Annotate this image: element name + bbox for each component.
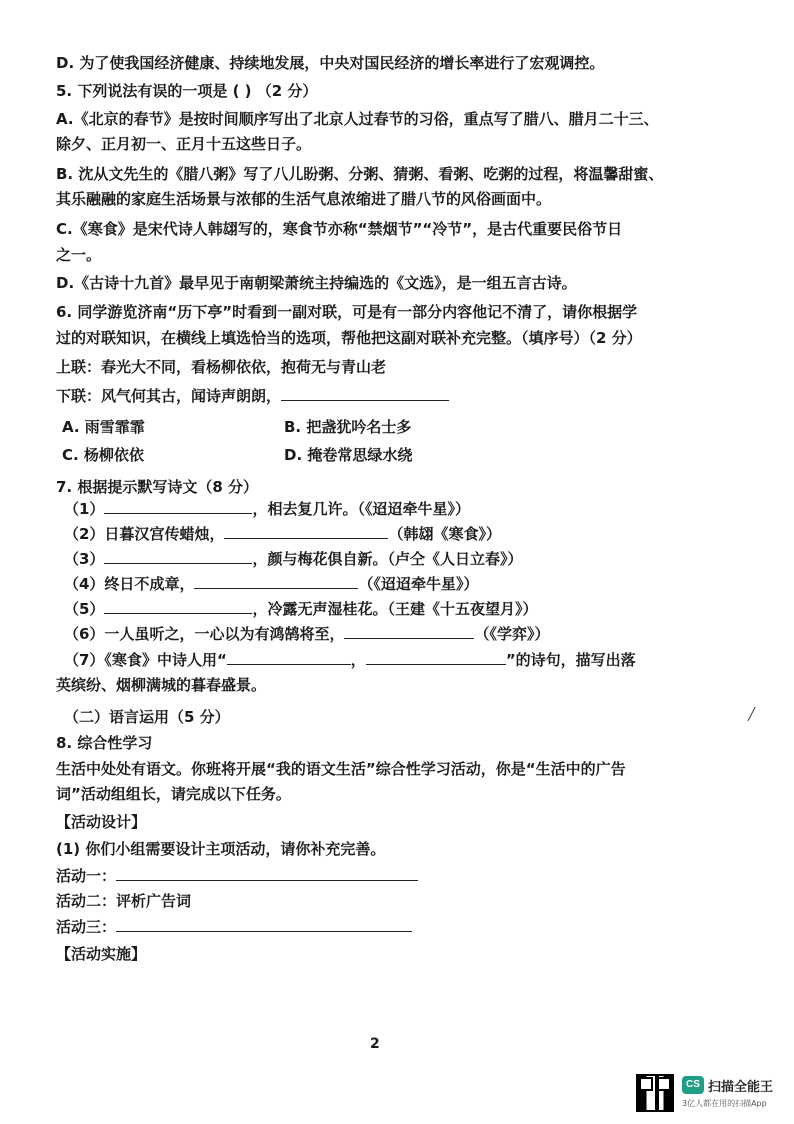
activity-1-blank[interactable] bbox=[116, 866, 418, 881]
q6-option-d: D. 掩卷常思绿水绕 bbox=[284, 446, 413, 464]
activity-1 bbox=[56, 865, 756, 887]
q7-7-blank-2[interactable] bbox=[366, 650, 506, 665]
activity-implementation-heading: 【活动实施】 bbox=[56, 945, 147, 963]
q7-2-blank[interactable] bbox=[224, 524, 388, 539]
question-6-line1: 6. 同学游览济南“历下亭”时看到一副对联，可是有一部分内容他记不清了，请你根据学 bbox=[56, 303, 638, 321]
section-2-heading: （二）语言运用（5 分） bbox=[64, 708, 230, 726]
q7-4-text: （4）终日不成章， bbox=[64, 575, 195, 593]
q7-item-5 bbox=[64, 598, 764, 620]
q7-7-comma: ， bbox=[350, 651, 366, 669]
activity-3-label: 活动三： bbox=[56, 918, 117, 936]
couplet-answer-blank[interactable] bbox=[281, 386, 449, 401]
activity-design-heading: 【活动设计】 bbox=[56, 813, 147, 831]
q7-item-1 bbox=[64, 498, 764, 520]
q6-option-c: C. 杨柳依依 bbox=[62, 446, 144, 464]
camscanner-tagline: 3亿人都在用的扫描App bbox=[682, 1099, 767, 1108]
task-1: (1) 你们小组需要设计主项活动，请你补充完善。 bbox=[56, 840, 386, 858]
page-number: 2 bbox=[370, 1036, 380, 1052]
q7-1-text: ，相去复几许。（《迢迢牵牛星》） bbox=[252, 500, 470, 518]
q8-intro-line1: 生活中处处有语文。你班将开展“我的语文生活”综合性学习活动，你是“生活中的广告 bbox=[56, 760, 626, 778]
q7-1-number: （1） bbox=[64, 500, 105, 518]
activity-1-label: 活动一： bbox=[56, 867, 117, 885]
q5-option-a-line1: A.《北京的春节》是按时间顺序写出了北京人过春节的习俗，重点写了腊八、腊月二十三、 bbox=[56, 110, 659, 128]
couplet-lower-text: 下联：风气何其古，闻诗声朗朗， bbox=[56, 387, 282, 405]
q6-option-a: A. 雨雪霏霏 bbox=[62, 418, 145, 436]
couplet-upper: 上联：春光大不同，看杨柳依依，抱荷无与青山老 bbox=[56, 358, 387, 376]
q7-item-3 bbox=[64, 548, 764, 570]
scan-speck: ╱ bbox=[748, 707, 756, 721]
q7-item-2 bbox=[64, 523, 764, 545]
q7-2-source: （韩翃《寒食》） bbox=[388, 525, 501, 543]
q6-option-b: B. 把盏犹吟名士多 bbox=[284, 418, 412, 436]
camscanner-logo-icon: CS bbox=[682, 1076, 704, 1094]
q7-6-text: （6）一人虽听之，一心以为有鸿鹄将至， bbox=[64, 625, 345, 643]
q7-4-source: （《迢迢牵牛星》） bbox=[358, 575, 479, 593]
q7-5-number: （5） bbox=[64, 600, 105, 618]
question-6-line2: 过的对联知识，在横线上填选恰当的选项，帮他把这副对联补充完整。（填序号）（2 分） bbox=[56, 329, 642, 347]
q7-item-7 bbox=[64, 649, 764, 671]
q8-intro-line2: 词”活动组组长，请完成以下任务。 bbox=[56, 785, 291, 803]
qr-code-icon bbox=[636, 1074, 674, 1112]
camscanner-name: 扫描全能王 bbox=[708, 1080, 774, 1095]
q5-option-b-line2: 其乐融融的家庭生活场景与浓郁的生活气息浓缩进了腊八节的风俗画面中。 bbox=[56, 190, 552, 208]
q7-2-text: （2）日暮汉宫传蜡烛， bbox=[64, 525, 225, 543]
q5-option-a-line2: 除夕、正月初一、正月十五这些日子。 bbox=[56, 135, 312, 153]
activity-2: 活动二：评析广告词 bbox=[56, 892, 192, 910]
question-5: 5. 下列说法有误的一项是 ( ) （2 分） bbox=[56, 82, 318, 100]
q5-option-b-line1: B. 沈从文先生的《腊八粥》写了八儿盼粥、分粥、猜粥、看粥、吃粥的过程，将温馨甜蜜、 bbox=[56, 165, 664, 183]
q7-item-4 bbox=[64, 573, 764, 595]
q7-7-text: （7）《寒食》中诗人用“ bbox=[64, 651, 227, 669]
question-7: 7. 根据提示默写诗文（8 分） bbox=[56, 478, 259, 496]
q7-3-text: ，颜与梅花俱自新。（卢仝《人日立春》） bbox=[252, 550, 523, 568]
q7-5-text: ，冷露无声湿桂花。（王建《十五夜望月》） bbox=[252, 600, 538, 618]
q7-7-blank-1[interactable] bbox=[227, 650, 351, 665]
q7-5-blank[interactable] bbox=[104, 599, 252, 614]
q7-1-blank[interactable] bbox=[104, 499, 252, 514]
question-8: 8. 综合性学习 bbox=[56, 734, 153, 752]
activity-3 bbox=[56, 916, 756, 938]
q7-4-blank[interactable] bbox=[194, 574, 358, 589]
q7-item-6 bbox=[64, 623, 764, 645]
q7-7-text-end: ”的诗句，描写出落 bbox=[505, 651, 636, 669]
option-d-q4: D. 为了使我国经济健康、持续地发展，中央对国民经济的增长率进行了宏观调控。 bbox=[56, 54, 605, 72]
q7-6-blank[interactable] bbox=[344, 624, 474, 639]
q5-option-c-line2: 之一。 bbox=[56, 246, 102, 264]
q7-3-blank[interactable] bbox=[104, 549, 252, 564]
activity-3-blank[interactable] bbox=[116, 917, 412, 932]
couplet-lower bbox=[56, 385, 756, 407]
q5-option-d: D.《古诗十九首》最早见于南朝梁萧统主持编选的《文选》，是一组五言古诗。 bbox=[56, 274, 577, 292]
q7-item-7-cont: 英缤纷、烟柳满城的暮春盛景。 bbox=[56, 676, 267, 694]
q5-option-c-line1: C.《寒食》是宋代诗人韩翃写的，寒食节亦称“禁烟节”“冷节”，是古代重要民俗节日 bbox=[56, 220, 623, 238]
q7-3-number: （3） bbox=[64, 550, 105, 568]
q7-6-source: （《学弈》） bbox=[474, 625, 550, 643]
